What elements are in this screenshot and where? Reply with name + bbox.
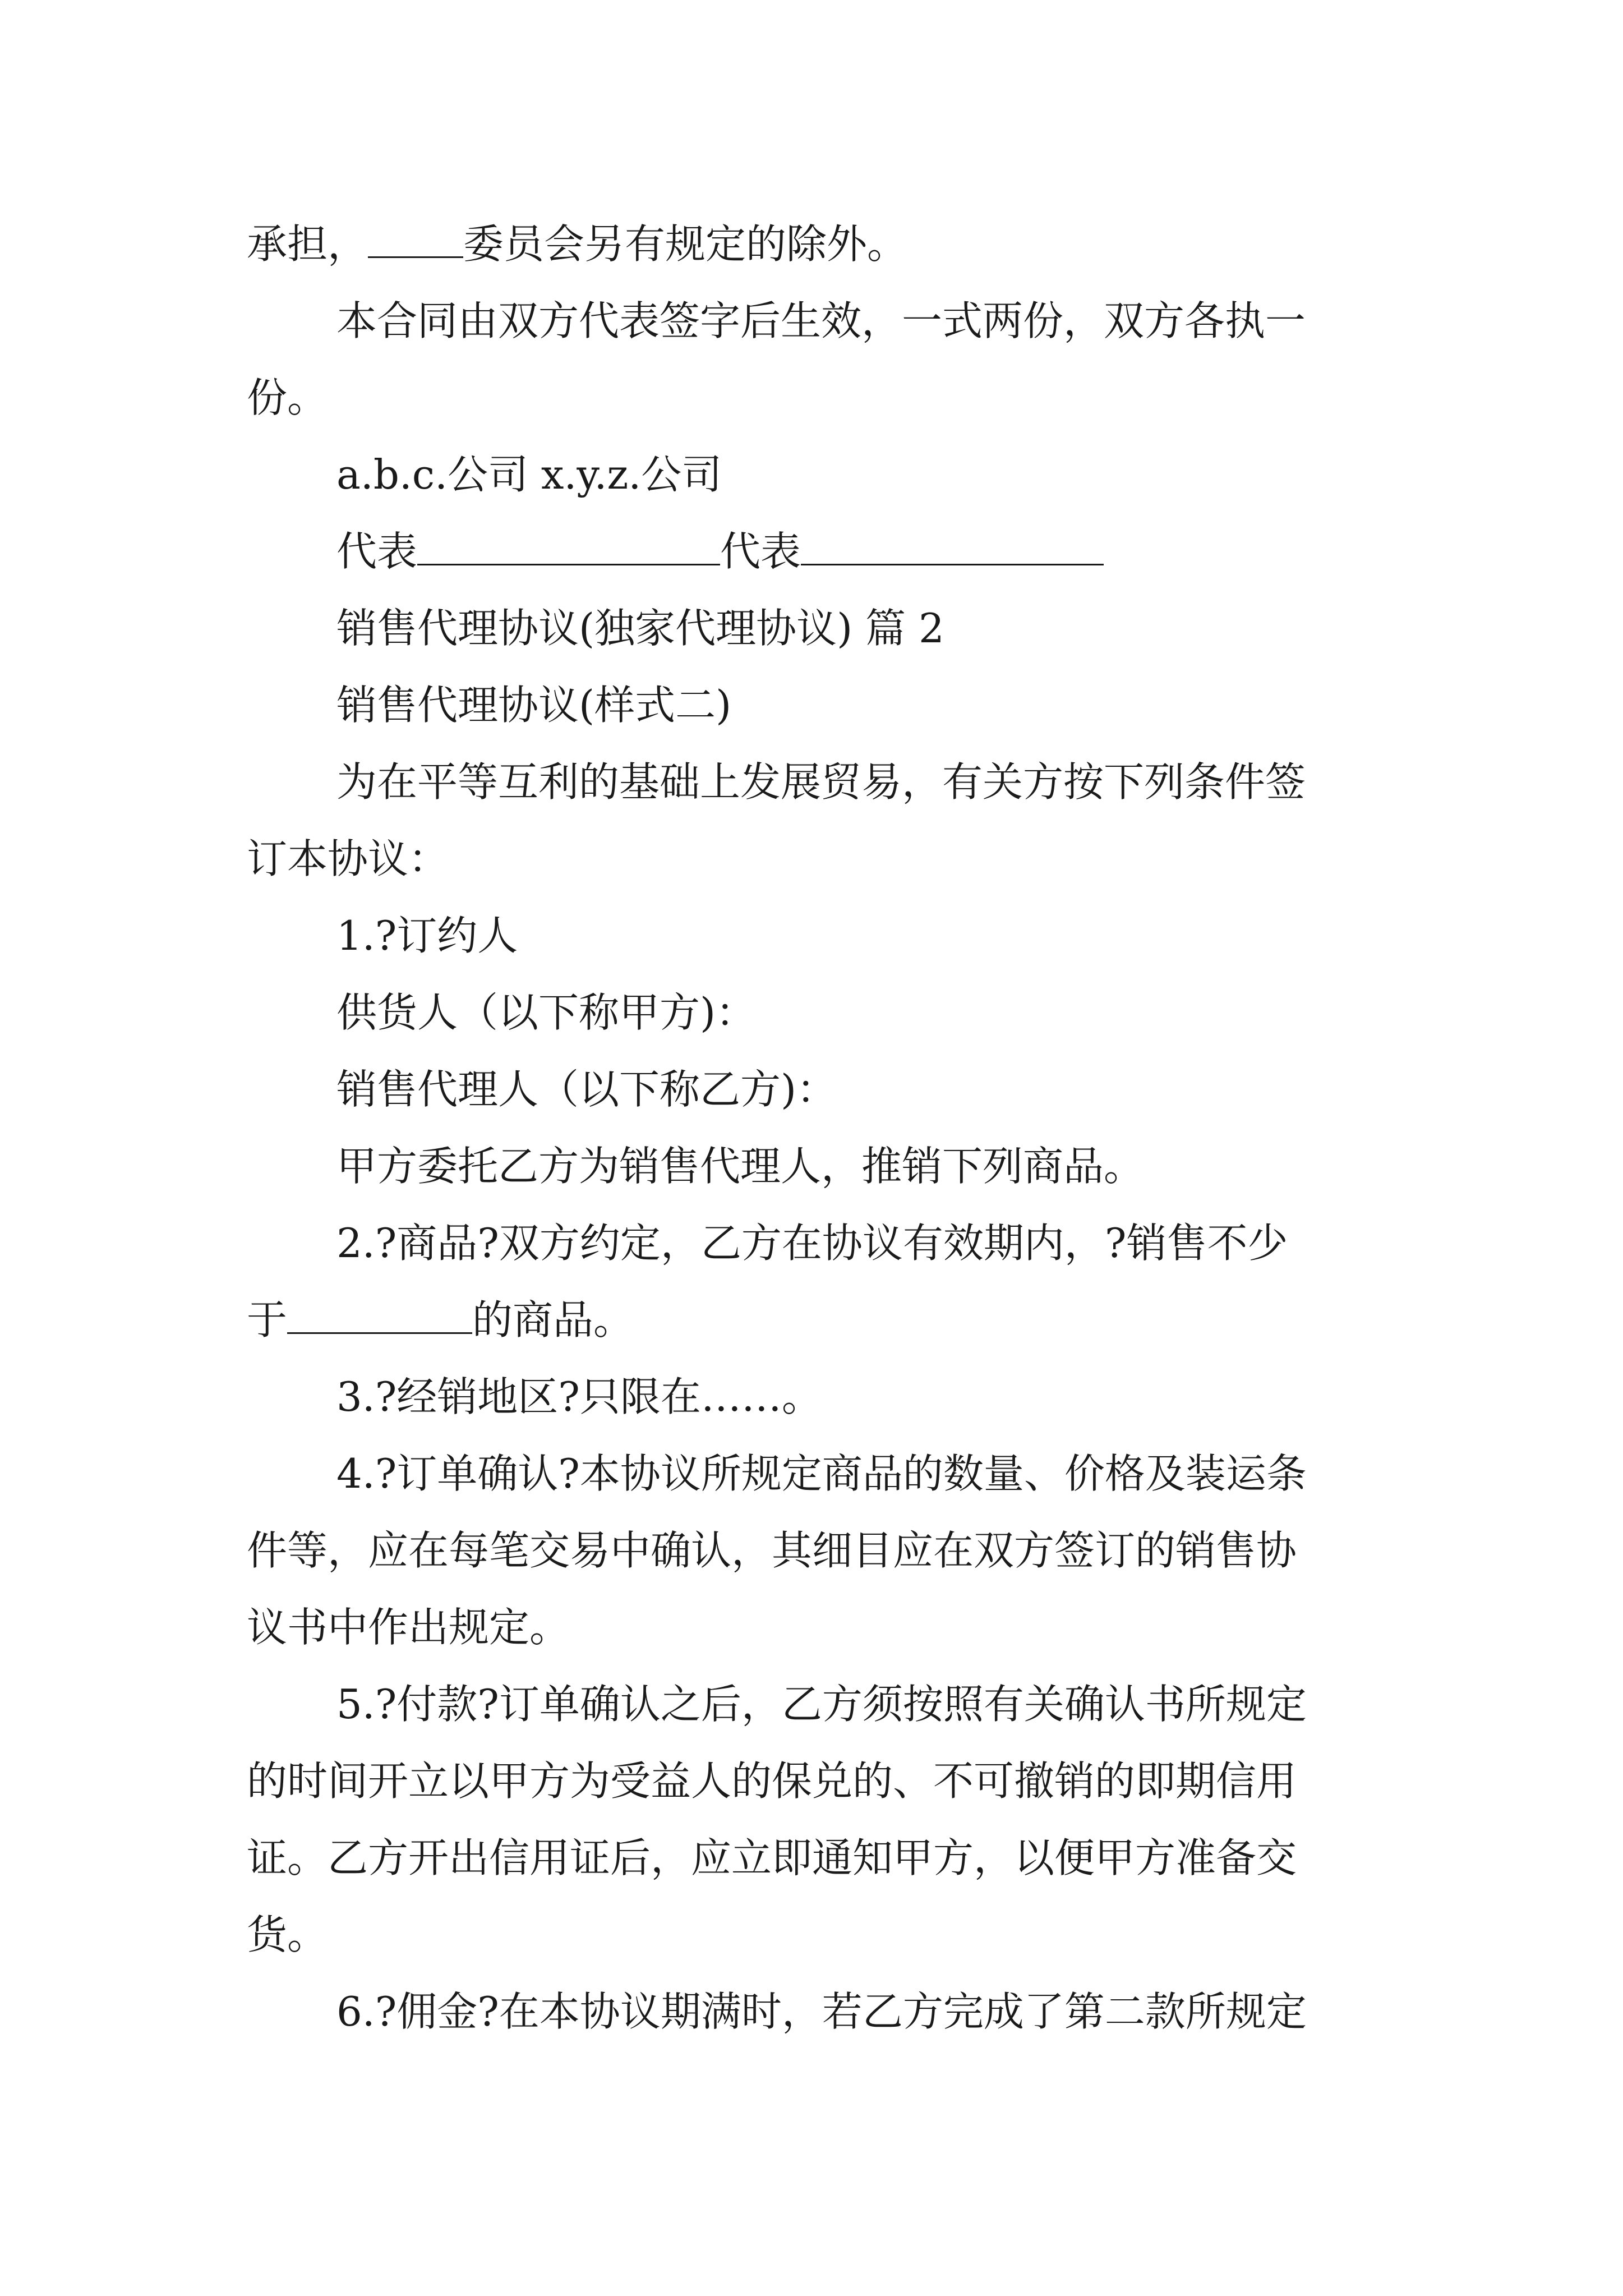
clause-text: 5.?付款?订单确认之后，乙方须按照有关确认书所规定 xyxy=(336,1681,1307,1728)
section-heading: 销售代理协议(独家代理协议) 篇 2 xyxy=(336,605,944,652)
text-line: 证。乙方开出信用证后，应立即通知甲方，以便甲方准备交 xyxy=(247,1834,1297,1881)
text-line: 销售代理人（以下称乙方)： xyxy=(336,1066,837,1113)
text-line: 甲方委托乙方为销售代理人，推销下列商品。 xyxy=(336,1143,1145,1190)
line-text: 于 xyxy=(247,1296,288,1343)
line-text: 的商品。 xyxy=(472,1296,634,1343)
text-line: 份。 xyxy=(247,374,328,421)
fill-in-blank xyxy=(368,220,463,258)
text-line: 货。 xyxy=(247,1911,328,1958)
text-line: 订本协议： xyxy=(247,835,449,882)
fill-in-blank xyxy=(287,1296,472,1334)
clause-text: 2.?商品?双方约定，乙方在协议有效期内，?销售不少 xyxy=(336,1220,1288,1267)
signatory-companies: a.b.c.公司 x.y.z.公司 xyxy=(336,451,722,498)
representative-label: 代表 xyxy=(336,528,418,575)
clause-text: 4.?订单确认?本协议所规定商品的数量、价格及装运条 xyxy=(336,1450,1307,1497)
signature-blank xyxy=(801,527,1104,565)
text-line: 的时间开立以甲方为受益人的保兑的、不可撤销的即期信用 xyxy=(247,1757,1297,1805)
line-text: 承担， xyxy=(247,220,368,268)
text-line xyxy=(247,1292,634,1348)
signature-line xyxy=(336,523,1104,579)
representative-label: 代表 xyxy=(720,528,801,575)
text-line: 件等，应在每笔交易中确认，其细目应在双方签订的销售协 xyxy=(247,1527,1297,1574)
clause-heading: 1.?订约人 xyxy=(336,912,518,959)
text-line: 议书中作出规定。 xyxy=(247,1604,570,1651)
line-text: 委员会另有规定的除外。 xyxy=(463,220,908,268)
signature-blank xyxy=(417,527,720,565)
clause-text: 3.?经销地区?只限在……。 xyxy=(336,1373,822,1420)
text-line: 为在平等互利的基础上发展贸易，有关方按下列条件签 xyxy=(336,758,1306,806)
text-line: 本合同由双方代表签字后生效，一式两份，双方各执一 xyxy=(336,297,1306,344)
section-subheading: 销售代理协议(样式二) xyxy=(336,682,732,729)
clause-text: 6.?佣金?在本协议期满时，若乙方完成了第二款所规定 xyxy=(336,1988,1307,2035)
text-line xyxy=(247,216,907,272)
text-line: 供货人（以下称甲方)： xyxy=(336,989,757,1036)
